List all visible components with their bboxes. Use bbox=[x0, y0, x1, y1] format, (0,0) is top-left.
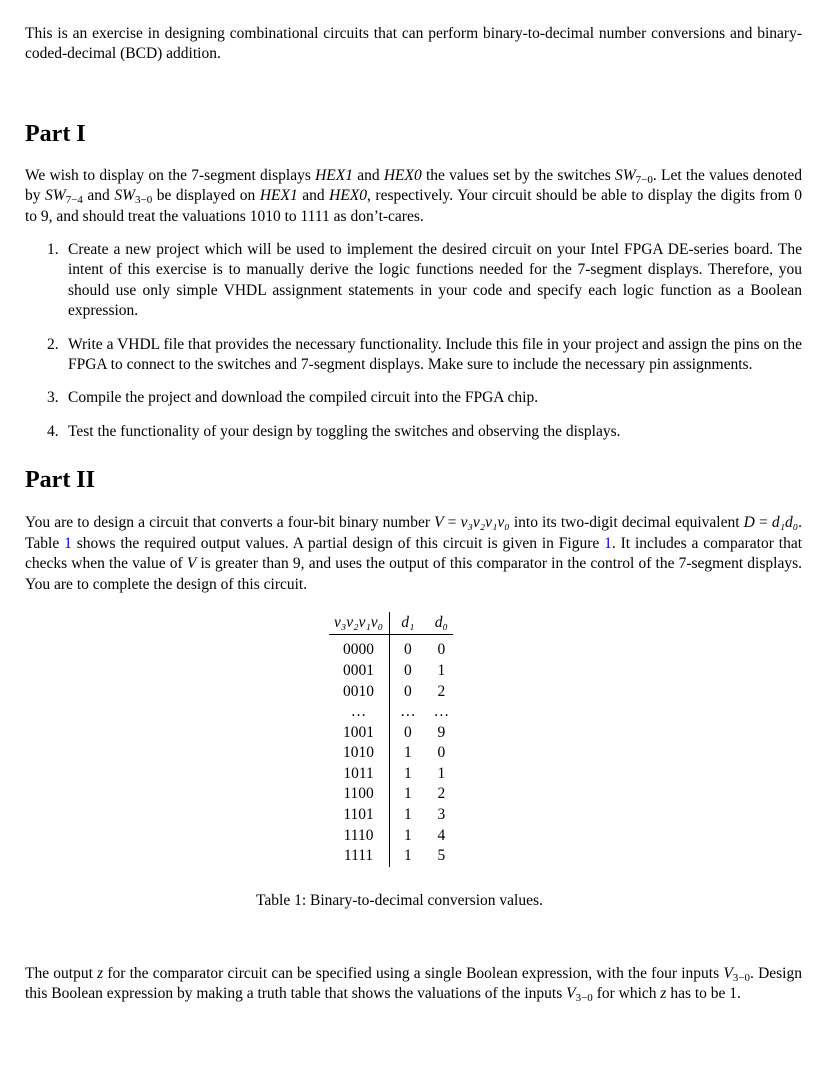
table-row: … … … bbox=[329, 702, 453, 723]
part1-steps-list bbox=[25, 240, 802, 442]
table-row: 1001 0 9 bbox=[329, 723, 453, 744]
table-row: 1010 1 0 bbox=[329, 743, 453, 764]
table-row: 0010 0 2 bbox=[329, 682, 453, 703]
list-item: 1. Create a new project which will be used to implement the desired circuit on your Intel FPGA DE-series board. The intent of this exercise is to manually derive the logic functions needed for the 7-segment displays. Therefore, you should use only simple VHDL assignment statements in your code and specify each logic function as a Boolean expression. bbox=[47, 241, 802, 320]
header-d0: d₀ bbox=[424, 612, 454, 635]
intro-paragraph: This is an exercise in designing combinational circuits that can perform binary-to-decimal number conversions and binary-coded-decimal (BCD) addition. bbox=[25, 25, 802, 63]
document-page bbox=[25, 24, 802, 1005]
header-v-bits: v₃v₂v₁v₀ bbox=[329, 612, 390, 635]
conversion-table-figure bbox=[25, 612, 802, 912]
table-row: 1101 1 3 bbox=[329, 805, 453, 826]
header-d1: d₁ bbox=[390, 612, 424, 635]
figure-reference-link[interactable]: 1 bbox=[604, 534, 612, 552]
list-item: 3. Compile the project and download the compiled circuit into the FPGA chip. bbox=[47, 389, 539, 407]
comparator-paragraph: The output z for the comparator circuit can be specified using a single Boolean expression, with the four inputs $V_{3-0}$. Design this Boolean expression by making a truth table that shows the valuations of the inputs $V_{3-0}$ for which z has to be 1. bbox=[25, 964, 802, 1005]
part2-paragraph: You are to design a circuit that converts a four-bit binary number V = v₃v₂v₁v₀ into its two-digit decimal equivalent D = d₁d₀. Table 1 shows the required output values. A partial design of this circuit is given in Figure 1. It includes a comparator that checks when the value of V is greater than 9, and uses the output of this comparator in the control of the 7-segment displays. You are to complete the design of this circuit. bbox=[25, 514, 803, 593]
part2-heading: Part II bbox=[25, 467, 95, 494]
table-row: 0000 0 0 bbox=[329, 634, 453, 661]
table-row: 1011 1 1 bbox=[329, 764, 453, 785]
table-row: 1100 1 2 bbox=[329, 784, 453, 805]
part1-paragraph: We wish to display on the 7-segment displays HEX1 and HEX0 the values set by the switches $SW_{7-0}$. Let the values denoted by $SW_{7-4}$ and $SW_{3-0}$ be displayed on HEX1 and HEX0, respectively. Your circuit should be able to display the digits from 0 to 9, and should treat the valuations 1010 to 1111 as don’t-cares. bbox=[25, 166, 803, 225]
conversion-table bbox=[329, 612, 453, 867]
table-row: 1110 1 4 bbox=[329, 826, 453, 847]
list-item: 2. Write a VHDL file that provides the necessary functionality. Include this file in your project and assign the pins on the FPGA to connect to the switches and 7-segment displays. Make sure to include the necessary pin assignments. bbox=[47, 335, 802, 374]
list-item: 4. Test the functionality of your design by toggling the switches and observing the displays. bbox=[47, 422, 621, 440]
table-caption: Table 1: Binary-to-decimal conversion values. bbox=[256, 891, 543, 909]
part1-heading: Part I bbox=[25, 120, 86, 147]
table-header-row bbox=[329, 612, 453, 635]
table-reference-link[interactable]: 1 bbox=[64, 534, 72, 552]
table-row: 0001 0 1 bbox=[329, 661, 453, 682]
table-row: 1111 1 5 bbox=[329, 846, 453, 867]
